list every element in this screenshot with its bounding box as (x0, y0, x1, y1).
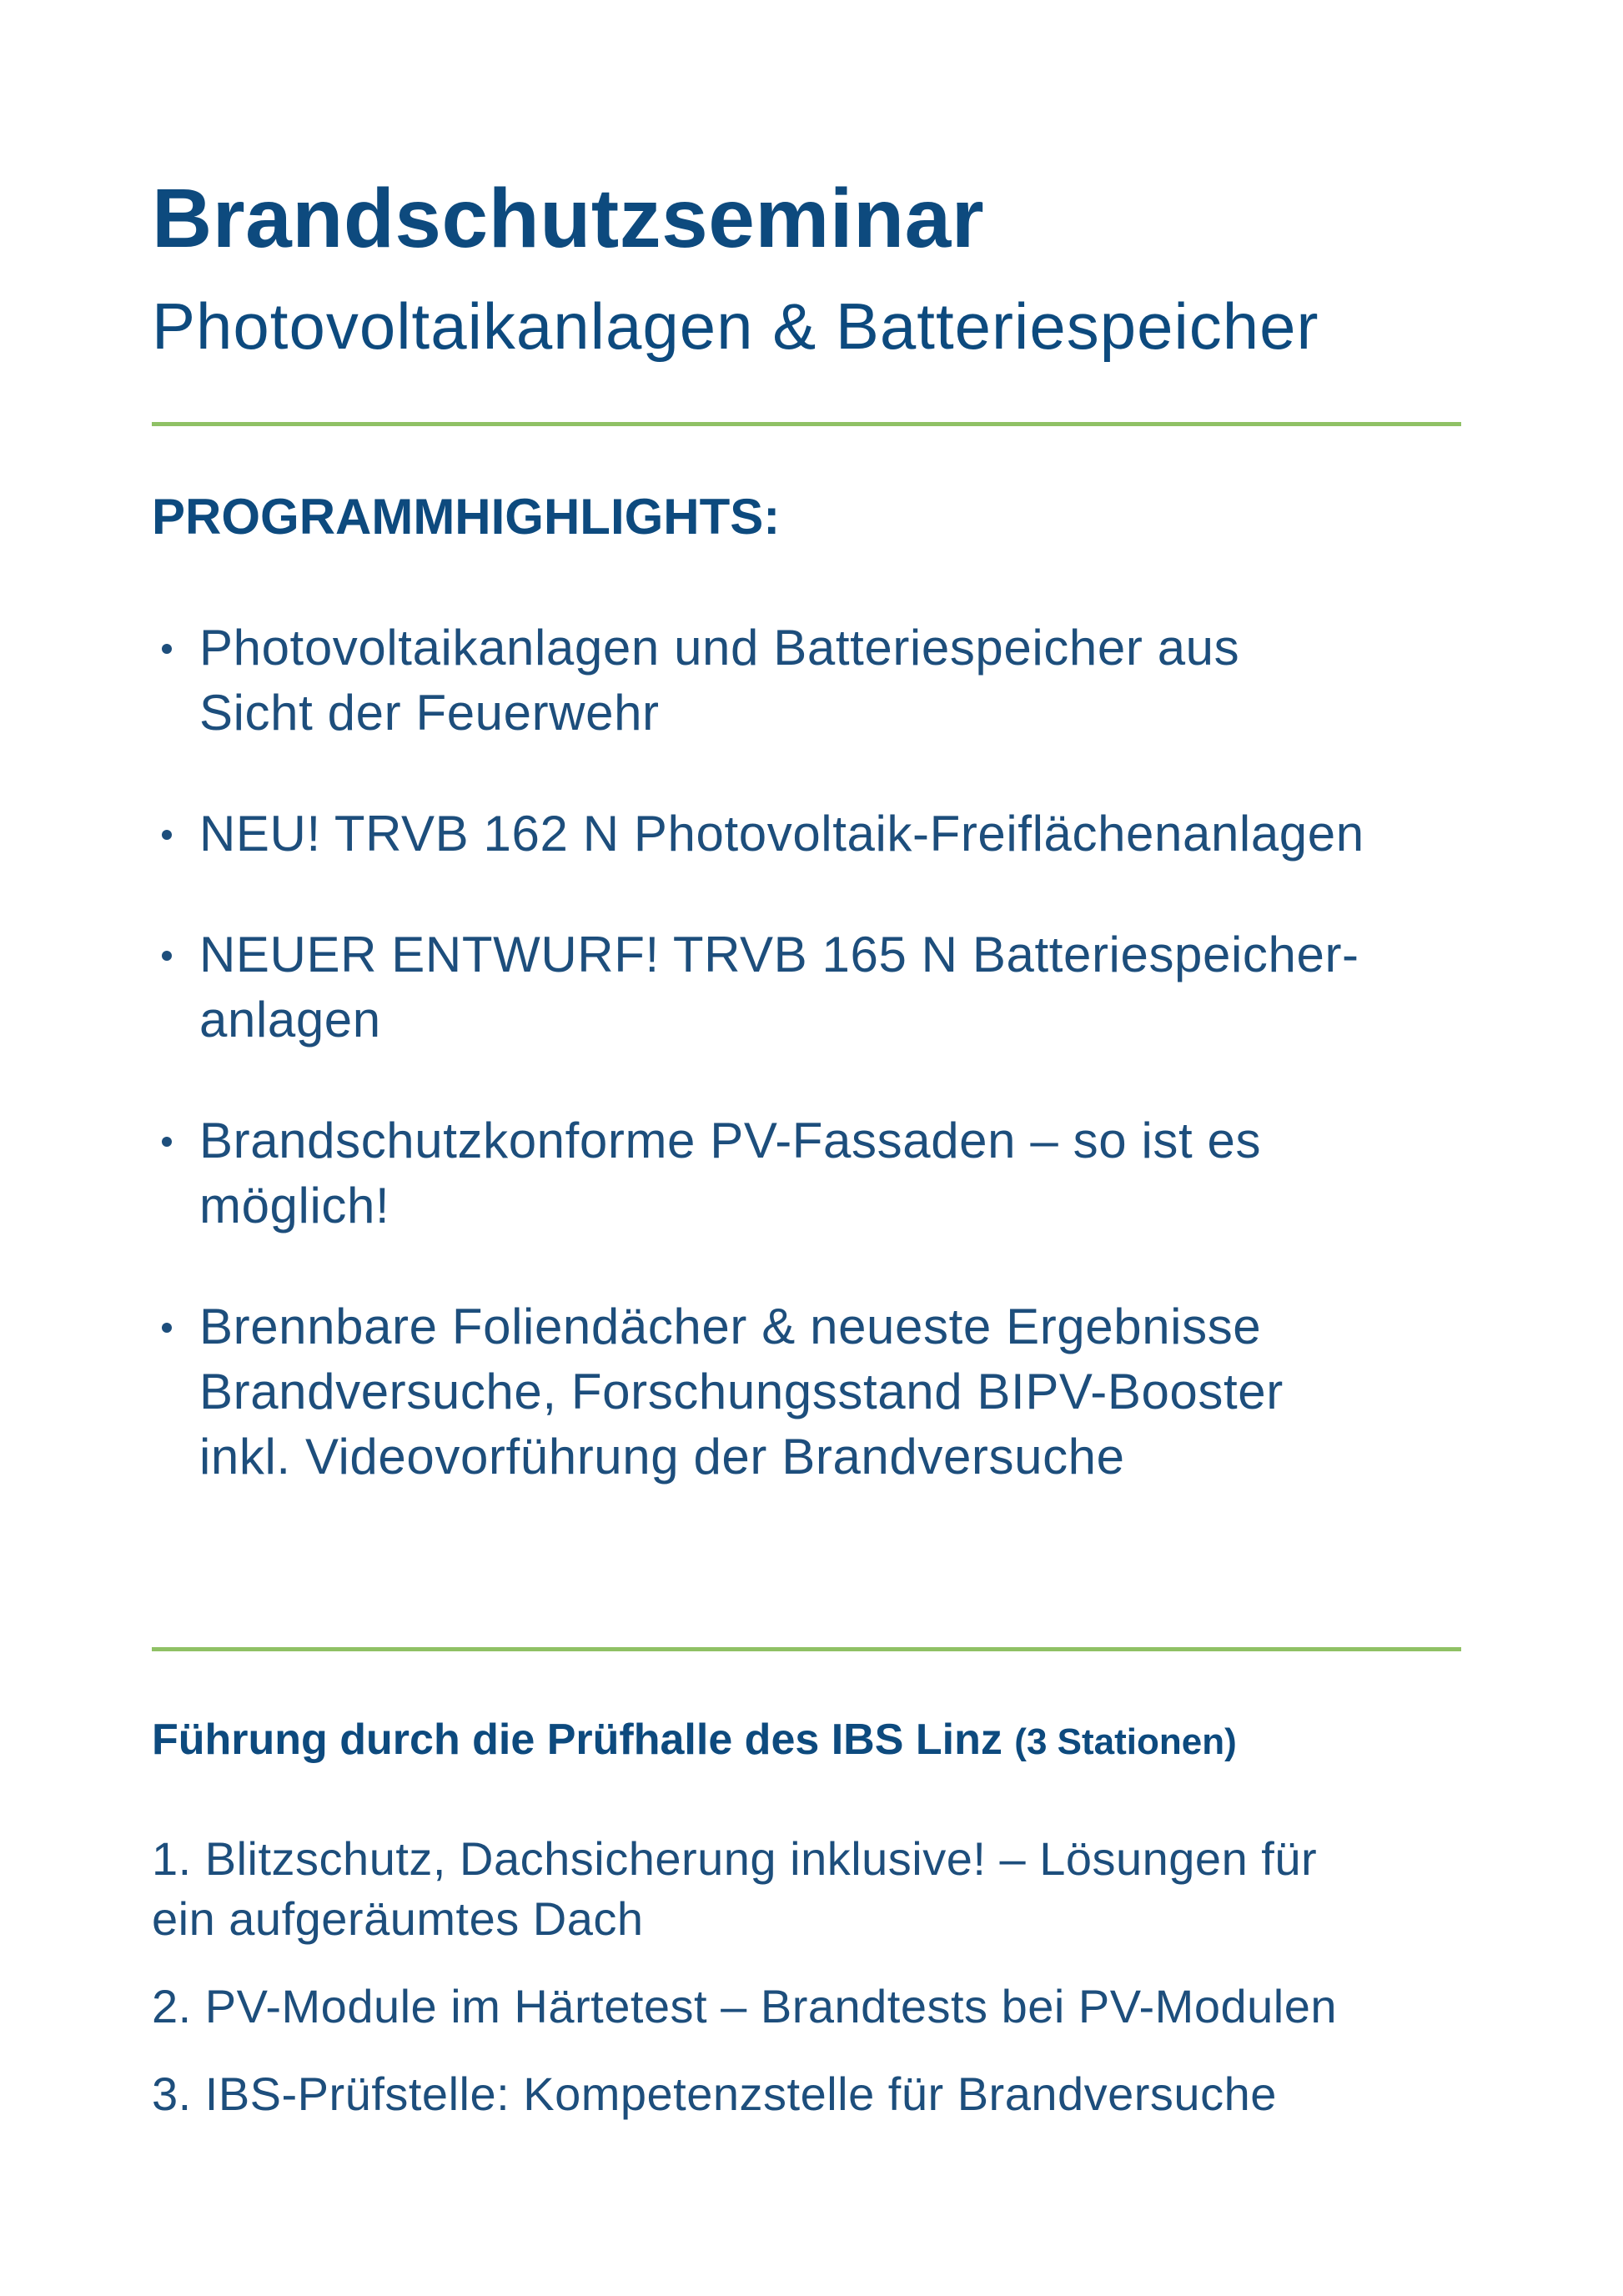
page-title: Brandschutzseminar (152, 172, 985, 265)
station-line: 3. IBS-Prüfstelle: Kompetenzstelle für Brandversuche (152, 2067, 1277, 2120)
highlight-item (199, 922, 1364, 1053)
highlights-heading: PROGRAMMHIGHLIGHTS: (152, 489, 781, 545)
bullet-icon (162, 1323, 172, 1333)
highlight-item (199, 1294, 1364, 1490)
highlight-line: möglich! (199, 1178, 390, 1233)
highlight-line: Brandschutzkonforme PV-Fassaden – so ist es (199, 1113, 1262, 1168)
highlight-line: Brandversuche, Forschungsstand BIPV-Booster (199, 1364, 1284, 1419)
bullet-icon (162, 951, 172, 961)
bullet-icon (162, 644, 172, 654)
divider-top (152, 422, 1461, 426)
highlight-line: Photovoltaikanlagen und Batteriespeicher aus (199, 620, 1240, 676)
highlight-line: anlagen (199, 992, 381, 1048)
station-line: 2. PV-Module im Härtetest – Brandtests bei PV-Modulen (152, 1980, 1337, 2032)
station-item (152, 1977, 1337, 2037)
highlight-line: NEU! TRVB 162 N Photovoltaik-Freiflächenanlagen (199, 806, 1364, 862)
station-item (152, 2064, 1337, 2124)
station-item (152, 1829, 1337, 1949)
highlights-list (199, 615, 1364, 1545)
highlight-line: Brennbare Foliendächer & neueste Ergebnisse (199, 1299, 1262, 1354)
highlight-line: Sicht der Feuerwehr (199, 685, 660, 741)
highlight-item (199, 615, 1364, 746)
highlight-item (199, 1108, 1364, 1238)
tour-heading-note: (3 Stationen) (1014, 1721, 1237, 1762)
stations-list (152, 1829, 1337, 2152)
highlight-item (199, 801, 1364, 867)
station-line: ein aufgeräumtes Dach (152, 1892, 644, 1945)
highlight-line: NEUER ENTWURF! TRVB 165 N Batteriespeicher- (199, 927, 1359, 982)
bullet-icon (162, 830, 172, 840)
tour-heading (152, 1716, 1237, 1764)
divider-bottom (152, 1647, 1461, 1651)
highlight-line: inkl. Videovorführung der Brandversuche (199, 1429, 1125, 1485)
station-line: 1. Blitzschutz, Dachsicherung inklusive! – Lösungen für (152, 1832, 1318, 1885)
page-subtitle: Photovoltaikanlagen & Batteriespeicher (152, 289, 1319, 363)
bullet-icon (162, 1137, 172, 1147)
tour-heading-text: Führung durch die Prüfhalle des IBS Linz (152, 1716, 1002, 1764)
